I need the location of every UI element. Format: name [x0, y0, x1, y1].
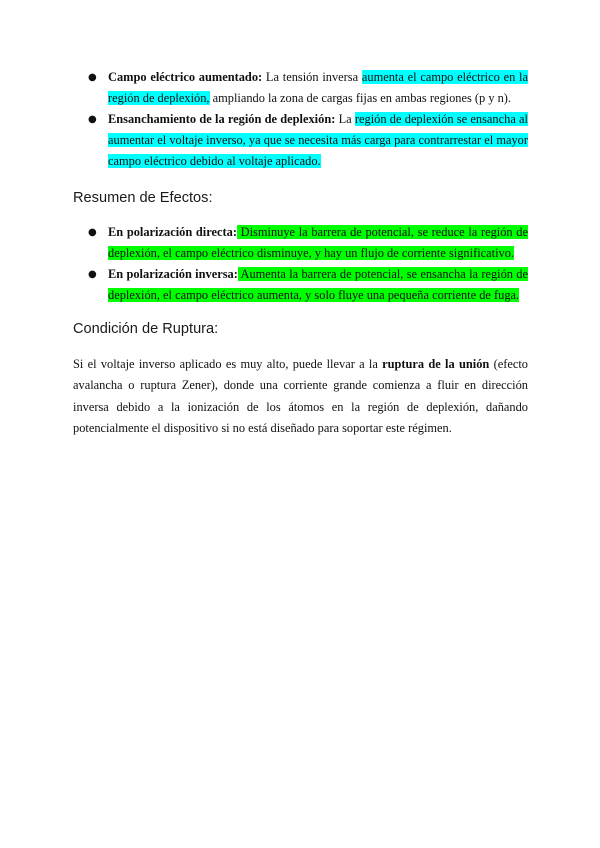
- bullet-icon: ●: [88, 72, 97, 83]
- ruptura-paragraph: [73, 354, 528, 439]
- section-heading-resumen: Resumen de Efectos:: [73, 190, 213, 206]
- highlighted-text: Disminuye la barrera de potencial, se reduce la región de deplexión, el campo eléctrico disminuye, y hay un flujo de corriente significativo.: [108, 225, 529, 260]
- bullet-text: La tensión inversa: [262, 70, 362, 84]
- section-heading-ruptura: Condición de Ruptura:: [73, 321, 219, 337]
- paragraph-text: (efecto avalancha o ruptura Zener), donde una corriente grande comienza a fluir en dirección inversa debido a la ionización de los átomos en la región de deplexión, dañando potencialmente el dispositivo si no está diseñado para soportar este régimen.: [73, 357, 528, 435]
- bullet-term: En polarización directa:: [108, 225, 237, 239]
- list-item: [88, 222, 528, 264]
- bullet-icon: ●: [88, 114, 97, 125]
- bullet-term: Ensanchamiento de la región de deplexión:: [108, 112, 336, 126]
- highlighted-text: Aumenta la barrera de potencial, se ensancha la región de deplexión, el campo eléctrico aumenta, y solo fluye una pequeña corriente de fuga.: [108, 267, 528, 302]
- bullet-term: En polarización inversa:: [108, 267, 238, 281]
- list-item: [88, 109, 528, 172]
- bullet-text: La: [335, 112, 355, 126]
- highlighted-text: aumenta el campo eléctrico en la región de deplexión,: [108, 70, 528, 105]
- paragraph-text: Si el voltaje inverso aplicado es muy alto, puede llevar a la: [73, 357, 383, 371]
- effects-bullet-list: [88, 67, 528, 172]
- bullet-text: ampliando la zona de cargas fijas en ambas regiones (p y n).: [209, 91, 512, 105]
- resumen-bullet-list: [88, 222, 528, 306]
- list-item: [88, 67, 528, 109]
- bold-term: ruptura de la unión: [382, 357, 490, 371]
- bullet-icon: ●: [88, 227, 97, 238]
- highlighted-text: región de deplexión se ensancha al aumentar el voltaje inverso, ya que se necesita más carga para contrarrestar el mayor campo eléctrico debido al voltaje aplicado.: [108, 112, 529, 168]
- bullet-icon: ●: [88, 269, 97, 280]
- bullet-term: Campo eléctrico aumentado:: [108, 70, 263, 84]
- list-item: [88, 264, 528, 306]
